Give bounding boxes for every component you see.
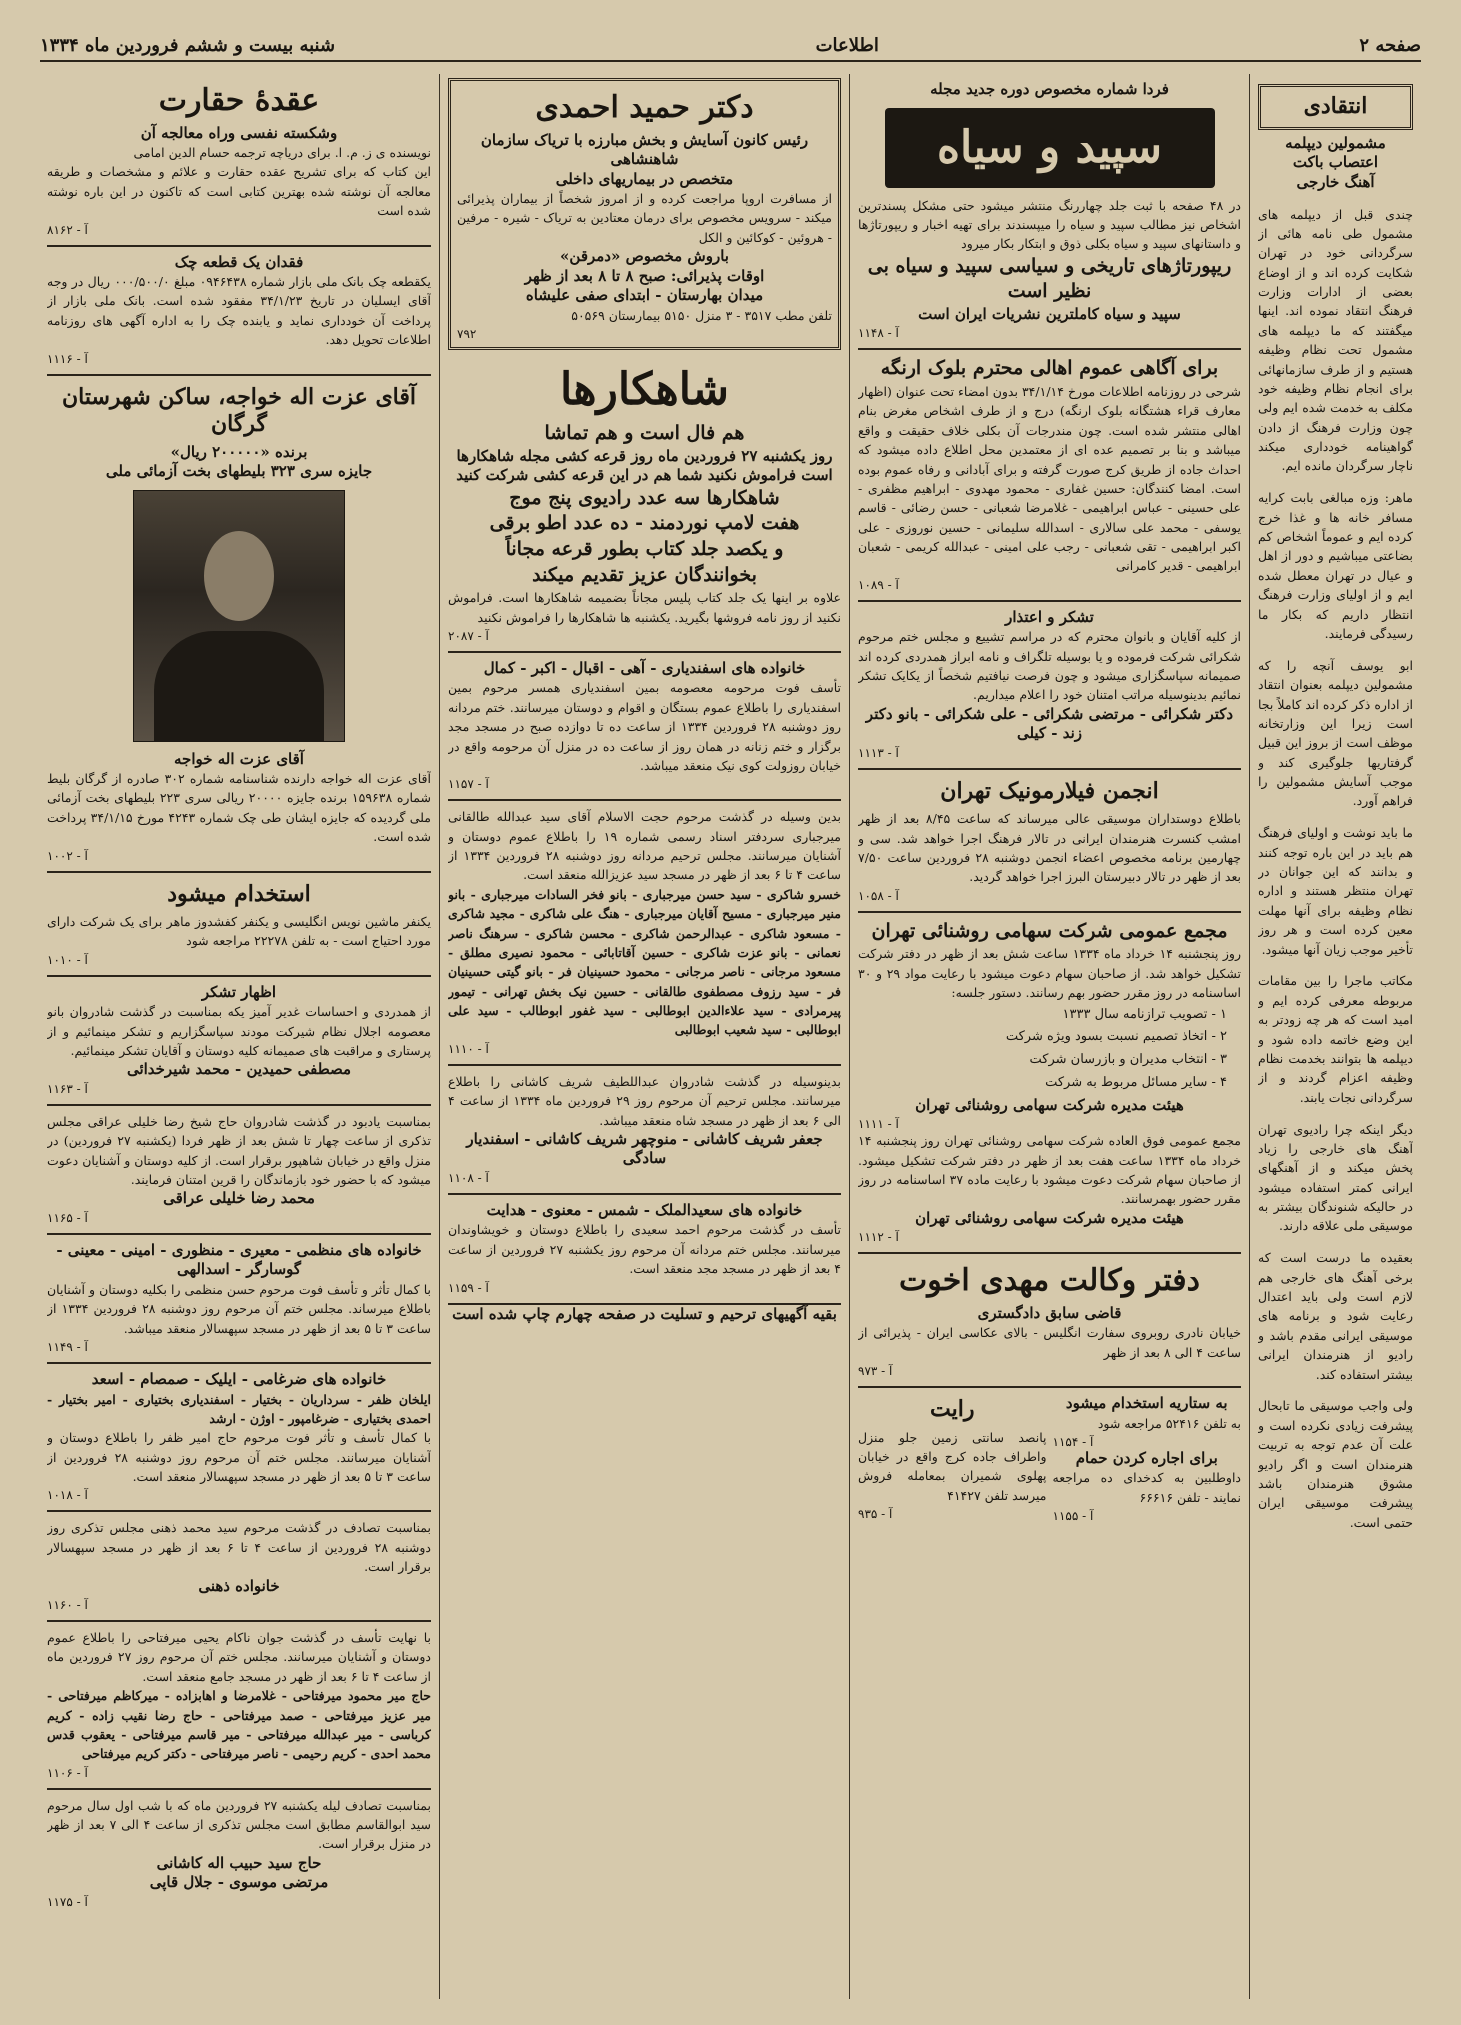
meeting2-text: مجمع عمومی فوق العاده شرکت سهامی روشنائی تهران روز پنجشنبه ۱۴ خرداد ماه ۱۳۳۴ ساعت هفت بعد از ظهر در دفتر شرکت تشکیل میشود. از صاحبان سهام شرکت دعوت میشود با رعایت ماده ۳۷ اساسنامه در روز مقرر حضور بهمرسانند.: [858, 1133, 1241, 1207]
doctor-address: میدان بهارستان - ابتدای صفی علیشاه: [525, 286, 764, 305]
obituary-title: خانواده های سعیدالملک - شمس - معنوی - هدایت: [486, 1200, 803, 1219]
meeting-title: مجمع عمومی شرکت سهامی روشنائی تهران: [871, 919, 1228, 942]
obituary-text: تأسف فوت مرحومه معصومه بمین اسفندیاری همسر مرحوم بمین اسفندیاری را باطلاع عموم بستگان و اقوام و دوستان میرسانند. ختم مردانه روز دوشنبه ۲۸ فروردین ۱۳۳۴ از ساعت ده تا دوازده صبح در مسجد مجد برگزار و ختم زنانه در همان روز از ساعت ده در منزل آن مرحومه واقع در خیابان روزولت کوی نیک منعقد میباشد.: [448, 680, 841, 773]
obituary-text: با نهایت تأسف در گذشت جوان ناکام یحیی میرفتاحی را باطلاع عموم دوستان و آشنایان میرسانند. مجلس ختم آن مرحوم روز ۲۷ فروردین ماه از ساعت ۴ تا ۶ بعد از ظهر در مسجد جامع منعقد است.: [47, 1630, 431, 1684]
shahkarha-footer: علاوه بر اینها یک جلد کتاب پلیس مجاناً بضمیمه شاهکارها است. فراموش نکنید از روز نامه فروشها بگیرید. یکشنبه ها شاهکارها را فراموش نکنید: [448, 590, 841, 625]
philharmonic-ad: [858, 770, 1241, 913]
law-office-text: خیابان نادری روبروی سفارت انگلیس - بالای عکاسی ایران - پذیرائی از ساعت ۴ الی ۸ بعد از ظهر: [858, 1325, 1241, 1360]
shahkarha-prize: شاهکارها سه عدد رادیوی پنج موج: [509, 486, 780, 509]
lost-check-text: یکقطعه چک بانک ملی بازار شماره ۰۹۴۶۴۳۸ مبلغ ۰۰۰/۵۰۰/۰ ریال در وجه آقای ایسلیان در تاریخ ۳۴/۱/۲۳ مفقود شده است. بانک ملی بازار از پرداخت آن خودداری نماید و یابنده چک را به اداره آگهی های روزنامه اطلاعات تحویل دهد.: [47, 274, 431, 348]
shahkarha-ad: [448, 354, 841, 653]
job-text: به تلفن ۵۲۴۱۶ مراجعه شود: [1097, 1415, 1241, 1431]
doctor-ad: [448, 78, 841, 350]
photo-caption: آقای عزت اله خواجه: [174, 749, 304, 768]
critique-paragraph: چندی قبل از دیپلمه های مشمول طی نامه هائی از سرگردانی خود در تهران شکایت کرده اند و از اوضاع بعضی از ادارات وزارت فرهنگ انتقاد نموده اند. اینها میگفتند که ما دیپلمه های مشمول تحت نظام وظیفه هستیم و از طرف سازمانهائی برای انجام نظام وظیفه خود مکلف به خدمت شده ایم ولی چون وزارت فرهنگ از دادن گواهینامه خودداری میکند ناچار سرگردان مانده ایم.: [1258, 206, 1413, 474]
obituary-esfandiari: [448, 653, 841, 801]
obituary-text: با کمال تأثر و تأسف فوت مرحوم حسن منظمی را بکلیه دوستان و آشنایان باطلاع میرساند. مجلس ختم آن مرحوم روز دوشنبه ۲۸ فروردین ۱۳۳۴ از ساعت ۳ تا ۵ بعد از ظهر در مسجد سپهسالار منعقد میباشد.: [47, 1281, 431, 1336]
shahkarha-lead: روز یکشنبه ۲۷ فروردین ماه روز قرعه کشی مجله شاهکارها است فراموش نکنید شما هم در این قرعه کشی شرکت کنید: [456, 446, 833, 485]
doctor-method: باروش مخصوص «دمرقن»: [560, 247, 729, 266]
land-title: رایت: [930, 1396, 975, 1422]
hiring-text: یکنفر ماشین نویس انگلیسی و یکنفر کفشدوز ماهر برای یک شرکت دارای مورد احتیاج است - به تلفن ۲۲۲۷۸ مراجعه شود: [47, 914, 431, 949]
doctor-specialty: متخصص در بیماریهای داخلی: [555, 169, 734, 188]
magazine-highlight: ریپورتاژهای تاریخی و سیاسی سپید و سیاه بی نظیر است: [867, 254, 1232, 303]
thanks-sign: مصطفی حمیدین - محمد شیرخدائی: [126, 1060, 352, 1079]
ad-ref: ۷۹۲: [457, 327, 477, 341]
meeting-item: ۳ - انتخاب مدیران و بازرسان شرکت: [1029, 1052, 1227, 1068]
doctor-text: از مسافرت اروپا مراجعت کرده و از امروز شخصاً از بیماران پذیرائی میکند - سرویس مخصوص برای درمان معتادین به تریاک - شیره - مرفین - هروئین - کوکائین و الکل: [457, 191, 832, 245]
meeting-ad: [858, 913, 1241, 1254]
thanks-text: از همدردی و احساسات غدیر آمیز یکه بمناسبت در گذشت شادروان بانو معصومه اجلال نظام شیرکت مودند سپاسگزاریم و تشکر مینمائیم و از پرستاری و مراقبت های صمیمانه کلیه دوستان و آقایان تشکر مینمائیم.: [47, 1004, 431, 1058]
ad-ref: آ - ۹۳۵: [858, 1507, 893, 1521]
critique-paragraph: دیگر اینکه چرا رادیوی تهران آهنگ های خارجی را زیاد پخش میکند و از آهنگهای ایرانی کمتر استفاده میشود در حالیکه شنوندگان بیشتر به موسیقی ملی علاقه دارند.: [1258, 1121, 1413, 1234]
thanks-sign: دکتر شکرائی - مرتضی شکرائی - علی شکرائی - بانو دکتر زند - کیلی: [865, 704, 1234, 743]
obituary-khalili: [47, 1106, 431, 1235]
thanks-title: تشکر و اعتذار: [1005, 607, 1094, 626]
magazine-footer: سپید و سیاه کاملترین نشریات ایران است: [918, 304, 1181, 323]
ad-ref: آ - ۱۰۸۹: [858, 577, 899, 592]
obituary-sign: محمد رضا خلیلی عراقی: [163, 1189, 315, 1208]
book-text: این کتاب که برای تشریح عقده حقارت و علائم و مشخصات و طریقه معالجه آن نوشته شده بهترین کتابی است که تاکنون در این باره نوشته شده است: [47, 164, 431, 219]
obituary-taleghani: [448, 801, 841, 1066]
ad-ref: آ - ۱۱۱۰: [448, 1041, 489, 1056]
section-heading: انتقادی: [1258, 84, 1413, 130]
winner-photo-suit: [154, 631, 324, 741]
small-ads-row: [858, 1388, 1241, 1531]
page-header: [40, 30, 1421, 62]
lottery-text: آقای عزت اله خواجه دارنده شناسنامه شماره ۳۰۲ صادره از گرگان بلیط شماره ۱۵۹۶۳۸ برنده جایزه ۲۰۰۰۰ ریالی سری ۲۲۳ بلیطهای بخت آزمائی ملی گردیده که جایزه ایشان طی چک شماره ۴۲۴۳ مورخ ۳۴/۱/۱۵ پرداخت شده است.: [47, 771, 431, 845]
shahkarha-title: شاهکارها: [559, 364, 730, 415]
ad-ref: آ - ۱۱۵۴: [1052, 1434, 1094, 1449]
ad-ref: آ - ۱۱۷۵: [47, 1894, 88, 1909]
ad-ref: آ - ۱۰۱۸: [47, 1488, 88, 1503]
ad-ref: آ - ۱۱۶۵: [47, 1210, 88, 1225]
shahkarha-prize: بخوانندگان عزیز تقدیم میکند: [532, 563, 757, 586]
newspaper-name: اطلاعات: [815, 34, 879, 56]
ad-ref: آ - ۱۱۴۸: [858, 326, 899, 341]
obituary-names: مرتضی موسوی - جلال قاپی: [149, 1873, 329, 1892]
ad-ref: آ - ۱۰۱۰: [47, 952, 88, 967]
obituary-names: حاج میر محمود میرفتاحی - غلامرضا و اهابزاده - میرکاظم میرفتاحی - میر عزیز میرفتاحی - صمد میرفتاحی - حاج رضا نقیب زاده - کریم کرباسی - میر عبدالله میرفتاحی - میر قاسم میرفتاحی - یعقوب قدس محمد احدی - کریم رحیمی - ناصر میرفتاحی - دکتر کریم میرفتاحی: [47, 1688, 431, 1762]
rent-title: برای اجاره کردن حمام: [1075, 1448, 1218, 1467]
law-office-title: دفتر وکالت مهدی اخوت: [899, 1263, 1200, 1299]
critique-item-title: آهنگ خارجی: [1296, 172, 1375, 191]
meeting-item: ۱ - تصویب ترازنامه سال ۱۳۳۳: [1062, 1006, 1227, 1022]
lottery-title: آقای عزت اله خواجه، ساکن شهرستان گرگان: [61, 383, 416, 437]
meeting-sign: هیئت مدیره شرکت سهامی روشنائی تهران: [915, 1095, 1184, 1114]
doctor-role: رئیس کانون آسایش و بخش مبارزه با تریاک سازمان شاهنشاهی: [480, 130, 809, 168]
page-number: صفحه ۲: [1359, 34, 1421, 56]
obituary-mirfattahi: [47, 1622, 431, 1790]
obituary-title: خانواده های اسفندیاری - آهی - اقبال - اکبر - کمال: [483, 658, 806, 677]
obituary-sign: جعفر شریف کاشانی - منوچهر شریف کاشانی - اسفندیار سادگی: [466, 1129, 823, 1168]
rent-text: داوطلبین به کدخدای ده مراجعه نمایند - تلفن ۶۶۶۱۶: [1052, 1470, 1241, 1505]
ad-ref: آ - ۹۷۳: [858, 1364, 893, 1378]
ad-ref: آ - ۱۱۰۸: [448, 1170, 489, 1185]
doctor-hours: اوقات پذیرائی: صبح ۸ تا ۸ بعد از ظهر: [524, 266, 765, 285]
lottery-prize: برنده «۲۰۰۰۰۰ ریال»: [170, 442, 308, 461]
hiring-title: استخدام میشود: [167, 880, 311, 907]
column-ads-3: [439, 74, 849, 1999]
winner-photo-head: [204, 531, 274, 621]
hiring-ad: [47, 873, 431, 977]
obituary-monazami: [47, 1235, 431, 1364]
ad-ref: آ - ۸۱۶۲: [47, 222, 88, 237]
ad-ref: آ - ۱۱۵۷: [448, 777, 489, 792]
philharmonic-text: باطلاع دوستداران موسیقی عالی میرساند که ساعت ۸/۴۵ بعد از ظهر امشب کنسرت هنرمندان ایرانی در تالار فرهنگ اجرا خواهد شد. سی و چهارمین برنامه مخصوص اعضاء انجمن دوشنبه ۲۸ فروردین ساعت ۷/۵۰ بعد از ظهر در تالار دبیرستان البرز اجرا خواهد گردید.: [858, 811, 1241, 885]
ad-ref: آ - ۱۱۰۶: [47, 1765, 88, 1780]
lost-check-title: فقدان یک قطعه چک: [174, 252, 304, 271]
lost-check-ad: [47, 247, 431, 376]
lottery-ad: [47, 376, 431, 873]
meeting-item: ۴ - سایر مسائل مربوط به شرکت: [1045, 1074, 1227, 1090]
column-ads-4: [39, 74, 439, 1999]
bottom-note: بقیه آگهیهای ترحیم و تسلیت در صفحه چهارم چاپ شده است: [452, 1304, 837, 1323]
magazine-text: در ۴۸ صفحه با ثبت جلد چهاررنگ منتشر میشود حتی مشکل پسندترین اشخاص نیز مطالب سپید و سیاه را میپسندند برای تهیه اخبار و ریپورتاژها و داستانهای سپید و سیاه بکلی ذوق و ابتکار بکار میرود: [858, 197, 1241, 252]
ad-ref: آ - ۱۱۱۶: [47, 351, 88, 366]
obituary-zehni: [47, 1512, 431, 1622]
shahkarha-prize: و یکصد جلد کتاب بطور قرعه مجاناً: [505, 537, 784, 560]
obituary-text: تأسف در گذشت مرحوم احمد سعیدی را باطلاع دوستان و خویشاوندان میرسانند. مجلس ختم مردانه آن مرحوم روز یکشنبه ۲۷ فروردین از ساعت ۴ بعد از ظهر در مسجد مجد منعقد است.: [448, 1222, 841, 1277]
ad-ref: آ - ۲۰۸۷: [448, 628, 489, 643]
obituary-sign: خانواده ذهنی: [198, 1576, 280, 1595]
book-title: عقدهٔ حقارت: [158, 83, 320, 118]
critique-paragraph: ابو یوسف آنچه را که مشمولین دیپلمه بعنوان انتقاد از اداره ذکر کرده اند کاملاً بجا است زیرا این وزارتخانه موظف است از بروز این قبیل گرفتاریها جلوگیری کند و موجب آسایش مشمولین را فراهم آورد.: [1258, 657, 1413, 809]
lottery-subtitle: جایزه سری ۳۲۳ بلیطهای بخت آزمائی ملی: [105, 462, 373, 480]
meeting2-sign: هیئت مدیره شرکت سهامی روشنائی تهران: [915, 1208, 1184, 1227]
obituary-names: خسرو شاکری - سید حسن میرجباری - بانو فخر السادات میرجباری - بانو منیر میرجباری - مسیح آقایان میرجباری - هنگ علی شاکری - مجید شاکری - مسعود شاکری - عبدالرحمن شاکری - محسن شاکری - سرهنگ ناصر نعمانی - بانو عزت شاکری - حسین آقاتابائی - محمود نصیری مطلق - مسعود مرجانی - ناصر مرجانی - محمود حسینیان فر - بانو گیتی حسینیان فر - سید رزوف مصطفوی طالقانی - حسین نیک بخش تهرانی - تیمور پیرمرادی - سید علاءالدین ابوطالبی - سید غفور ابوطالب - سید علی ابوطالبی - سید شعیب ابوطالبی: [448, 886, 841, 1038]
thanks-title: اظهار تشکر: [201, 982, 277, 1001]
ad-ref: آ - ۱۱۴۹: [47, 1340, 88, 1354]
ad-ref: آ - ۱۰۵۸: [858, 888, 899, 903]
shahkarha-prize: هفت لامپ نوردمند - ده عدد اطو برقی: [489, 512, 800, 535]
critique-paragraph: مکاتب ماجرا را بین مقامات مربوطه معرفی کرده ایم و امید است که هر چه زودتر به این وضع خاتمه داده شود و دیپلمه ها بتوانند بخدمت نظام وظیفه اعزام گردند و از سرگردانی نجات یابند.: [1258, 973, 1413, 1105]
obituary-title: خانواده های ضرغامی - ایلیک - صمصام - اسعد: [91, 1370, 387, 1388]
obituary-sign: حاج سید حبیب اله کاشانی: [156, 1853, 322, 1872]
obituary-text: بمناسبت یادبود در گذشت شادروان حاج شیخ رضا خلیلی عراقی مجلس تذکری از ساعت چهار تا شش بعد از ظهر فردا (یکشنبه ۲۷ فروردین) در منزل واقع در خیابان شاهپور برقرار است. از کلیه دوستان و آشنایان دعوت میشود که با حضور خود بازماندگان را قرین امتنان فرمایند.: [47, 1113, 431, 1187]
column-critique: [1249, 74, 1421, 1999]
thanks-ad: [858, 602, 1241, 770]
meeting-item: ۲ - اتخاذ تصمیم نسبت بسود ویژه شرکت: [1005, 1029, 1227, 1045]
magazine-ad: [858, 74, 1241, 350]
shahkarha-tagline: هم فال است و هم تماشا: [544, 422, 745, 444]
ad-ref: آ - ۱۱۱۱: [858, 1117, 899, 1132]
bulletin-title: برای آگاهی عموم اهالی محترم بلوک ارنگه: [880, 357, 1219, 380]
book-ad: [47, 74, 431, 247]
magazine-logo: سپید و سیاه: [885, 108, 1215, 188]
philharmonic-title: انجمن فیلارمونیک تهران: [940, 777, 1159, 804]
thanks-text: از کلیه آقایان و بانوان محترم که در مراسم تشییع و مجلس ختم مرحوم شکرائی شرکت فرموده و یا بوسیله تلگراف و نامه ابراز همدردی کرده اند صمیمانه سپاسگزاری میشود و چون فرصت نیافتیم شخصاً از یکایک تشکر نمائیم بدینوسیله مراتب امتنان خود را اعلام میداریم.: [858, 629, 1241, 703]
ad-ref: آ - ۱۱۵۵: [1052, 1509, 1094, 1524]
obituary-kashani-2: [47, 1790, 431, 1917]
bulletin-ad: [858, 350, 1241, 601]
magazine-heading: فردا شماره مخصوص دوره جدید مجله: [930, 80, 1169, 98]
bulletin-text: شرحی در روزنامه اطلاعات مورخ ۳۴/۱/۱۴ بدون امضاء تحت عنوان (اظهار معارف قراء هشتگانه بلوک ارنگه) درج و از طرف اشخاص مغرض بنام اهالی منتشر شده است. چون مندرجات آن بکلی خلاف حقیقت و واقع میباشد و بنا بر تصمیم عده ای از معتمدین محل اطلاع داده میشود که احداث جاده از طریق کرج صورت گرفته و برای آبادانی و رفاه عموم بوده است. امضا کنندگان: حسین غفاری - محمود مهدوی - ابراهیم مظفری - علی حسینی - عباس ابراهیمی - غلامرضا شعبانی - حسن رضائی - قاسم یوسفی - محمد علی سالاری - اسدالله سلیمانی - حسین نوروزی - علی اکبر ابراهیمی - تقی شعبانی - رجب علی امینی - عبدالله کریمی - شعبان ابراهیمی - قدیر کامرانی: [858, 384, 1241, 574]
meeting-intro: روز پنجشنبه ۱۴ خرداد ماه ۱۳۳۴ ساعت شش بعد از ظهر در دفتر شرکت تشکیل خواهد شد. از صاحبان سهام دعوت میشود با رعایت مواد ۲۹ و ۳۰ اساسنامه در روز مقرر حضور بهم رسانند. دستور جلسه:: [858, 946, 1241, 1001]
doctor-name: دکتر حمید احمدی: [535, 90, 754, 125]
book-author: نویسنده ی ز. م. ا. برای دریاچه ترجمه حسام الدین امامی: [133, 145, 431, 160]
obituary-text: بدین وسیله در گذشت مرحوم حجت الاسلام آقای سید عبدالله طالقانی میرجباری سردفتر اسناد رسمی شماره ۱۹ را باطلاع عموم دوستان و آشنایان میرسانند. مجلس ترحیم مردانه روز دوشنبه ۲۸ فروردین ۱۳۳۴ از ساعت ۴ تا ۶ بعد از ظهر در مسجد سید عزیزالله منعقد است.: [448, 809, 841, 883]
ad-ref: آ - ۱۰۰۲: [47, 848, 88, 863]
land-text: پانصد سانتی زمین جلو منزل واطراف جاده کرج واقع در خیابان پهلوی شمیران بمعامله فروش میرسد تلفن ۴۱۴۲۷: [858, 1429, 1047, 1503]
obituary-text: با کمال تأسف و تأثر فوت مرحوم حاج امیر ظفر را باطلاع دوستان و آشنایان میرسانند. مجلس ختم آن مرحوم روز دوشنبه ۲۸ فروردین از ساعت ۳ تا ۵ بعد از ظهر در مسجد سپهسالار منعقد است.: [47, 1430, 431, 1484]
ad-ref: آ - ۱۱۵۹: [448, 1280, 489, 1295]
critique-paragraph: ولی واجب موسیقی ما تابحال پیشرفت زیادی نکرده است و علت آن عدم توجه به تربیت هنرمندان است و اگر رادیو مشوق هنرمندان باشد پیشرفت موسیقی ایران حتمی است.: [1258, 1398, 1413, 1530]
obituary-saeedi: [448, 1195, 841, 1305]
ad-ref: آ - ۱۱۶۰: [47, 1598, 88, 1612]
law-office-sub: قاضی سابق دادگستری: [977, 1303, 1122, 1322]
obituary-title: خانواده های منظمی - معیری - منظوری - امینی - معینی - گوسارگر - اسدالهی: [56, 1240, 422, 1279]
book-subtitle: وشکسته نفسی وراه معالجه آن: [140, 123, 338, 142]
critique-paragraph: ماهر: وزه مبالغی بابت کرایه مسافر خانه ها و غذا خرج کرده ایم و عموماً اشخاص کم بضاعتی میباشیم و دور از اهل و عیال در تهران معطل شده ایم و از اولیای وزارت فرهنگ انتظار داریم که بکار ما رسیدگی فرمایند.: [1258, 490, 1413, 641]
winner-photo: [133, 490, 345, 742]
obituary-text: بدینوسیله در گذشت شادروان عبداللطیف شریف کاشانی را باطلاع میرسانند. مجلس ترحیم آن مرحوم روز ۲۹ فروردین ماه ۱۳۳۴ از ساعت ۴ الی ۶ بعد از ظهر در مسجد شاه منعقد میباشد.: [448, 1073, 841, 1128]
job-title: به ستاریه استخدام میشود: [1065, 1394, 1228, 1412]
column-ads-2: [849, 74, 1249, 1999]
obituary-names: ایلخان ظفر - سرداریان - بختیار - اسفندیاری بختیاری - امیر بختیار - احمدی بختیاری - ضرغامپور - اوژن - ارشد: [47, 1391, 431, 1426]
obituary-text: بمناسبت تصادف لیله یکشنبه ۲۷ فروردین ماه که با شب اول سال مرحوم سید ابوالقاسم مطابق است مجلس تذکری از ساعت ۴ الی ۷ بعد از ظهر در منزل برقرار است.: [47, 1797, 431, 1852]
issue-date: شنبه بیست و ششم فروردین ماه ۱۳۳۴: [40, 34, 336, 56]
ad-ref: آ - ۱۱۶۳: [47, 1081, 88, 1096]
critique-paragraph: ما باید نوشت و اولیای فرهنگ هم باید در این باره توجه کنند و بدانند که این جوانان در تهران منتظر هستند و اداره نظام وظیفه برای آنها مهلت معین کرده است و هر روز تأخیر موجب زیان آنها میشود.: [1258, 825, 1413, 957]
doctor-phone: تلفن مطب ۳۵۱۷ - ۳ منزل ۵۱۵۰ بیمارستان ۵۰۵۶۹: [571, 307, 832, 323]
obituary-kashani: [448, 1066, 841, 1195]
thanks-ad-2: [47, 977, 431, 1106]
ad-ref: آ - ۱۱۱۲: [858, 1230, 899, 1245]
obituary-text: بمناسبت تصادف در گذشت مرحوم سید محمد ذهنی مجلس تذکری روز دوشنبه ۲۸ فروردین از ساعت ۴ تا ۶ بعد از ظهر در مسجد سپهسالار برقرار است.: [47, 1520, 431, 1575]
critique-paragraph: بعقیده ما درست است که برخی آهنگ های خارجی هم لازم است ولی باید اعتدال رعایت شود و برنامه های موسیقی ایرانی مقدم باشد و رادیو از هنرمندان ایرانی بیشتر استفاده کند.: [1258, 1250, 1413, 1382]
critique-subheading: مشمولین دیپلمه اعتصاب باکت: [1285, 133, 1386, 171]
law-office-ad: [858, 1254, 1241, 1388]
obituary-zarghami: [47, 1364, 431, 1512]
ad-ref: آ - ۱۱۱۳: [858, 745, 899, 760]
